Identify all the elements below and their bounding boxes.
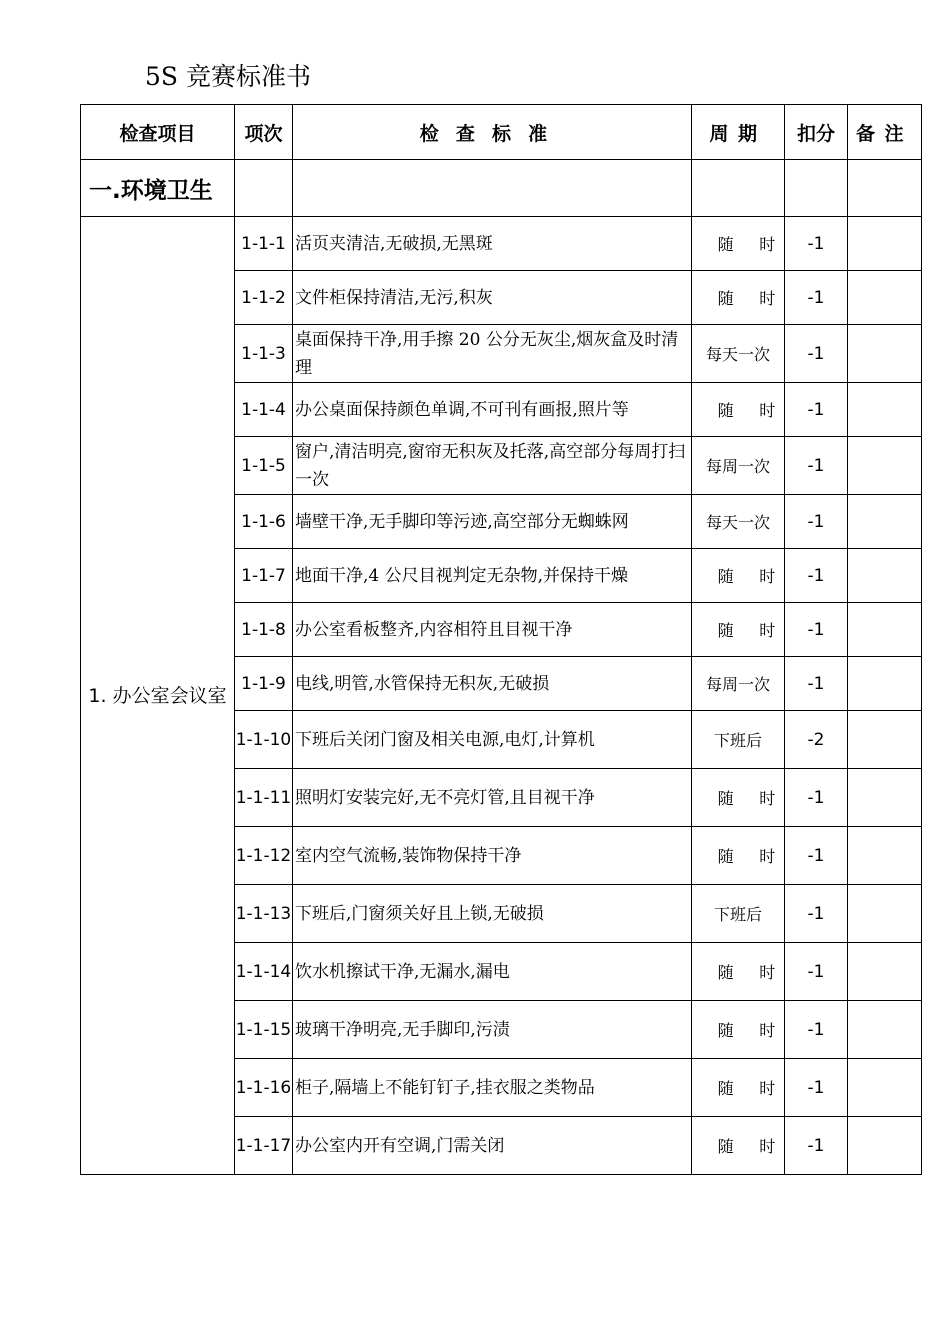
item-code: 1-1-4 bbox=[235, 383, 293, 437]
item-note bbox=[848, 1059, 922, 1117]
item-standard: 活页夹清洁,无破损,无黑斑 bbox=[293, 217, 692, 271]
empty-cell bbox=[785, 160, 848, 217]
item-note bbox=[848, 437, 922, 495]
item-cycle: 随时 bbox=[692, 943, 785, 1001]
item-standard: 饮水机擦试干净,无漏水,漏电 bbox=[293, 943, 692, 1001]
item-code: 1-1-15 bbox=[235, 1001, 293, 1059]
item-note bbox=[848, 271, 922, 325]
item-cycle: 随时 bbox=[692, 217, 785, 271]
table-row bbox=[81, 217, 922, 271]
item-note bbox=[848, 549, 922, 603]
document-title: 5S 竞赛标准书 bbox=[145, 62, 311, 91]
item-standard: 地面干净,4 公尺目视判定无杂物,并保持干燥 bbox=[293, 549, 692, 603]
section-title: 一.环境卫生 bbox=[81, 160, 235, 217]
item-deduct: -1 bbox=[785, 437, 848, 495]
item-code: 1-1-14 bbox=[235, 943, 293, 1001]
item-deduct: -1 bbox=[785, 1059, 848, 1117]
header-row bbox=[81, 105, 922, 160]
item-code: 1-1-11 bbox=[235, 769, 293, 827]
item-code: 1-1-2 bbox=[235, 271, 293, 325]
item-cycle: 随时 bbox=[692, 383, 785, 437]
item-deduct: -1 bbox=[785, 217, 848, 271]
item-note bbox=[848, 217, 922, 271]
item-code: 1-1-12 bbox=[235, 827, 293, 885]
item-standard: 窗户,清洁明亮,窗帘无积灰及托落,高空部分每周打扫一次 bbox=[293, 437, 692, 495]
item-standard: 玻璃干净明亮,无手脚印,污渍 bbox=[293, 1001, 692, 1059]
item-code: 1-1-17 bbox=[235, 1117, 293, 1175]
item-deduct: -1 bbox=[785, 657, 848, 711]
item-cycle: 随时 bbox=[692, 549, 785, 603]
item-deduct: -1 bbox=[785, 603, 848, 657]
empty-cell bbox=[235, 160, 293, 217]
item-cycle: 下班后 bbox=[692, 711, 785, 769]
item-deduct: -1 bbox=[785, 1001, 848, 1059]
item-cycle: 随时 bbox=[692, 1059, 785, 1117]
item-cycle: 每天一次 bbox=[692, 495, 785, 549]
item-note bbox=[848, 603, 922, 657]
item-standard: 室内空气流畅,装饰物保持干净 bbox=[293, 827, 692, 885]
item-note bbox=[848, 885, 922, 943]
item-cycle: 每周一次 bbox=[692, 437, 785, 495]
item-standard: 办公室看板整齐,内容相符且目视干净 bbox=[293, 603, 692, 657]
item-deduct: -1 bbox=[785, 1117, 848, 1175]
item-code: 1-1-16 bbox=[235, 1059, 293, 1117]
item-cycle: 随时 bbox=[692, 827, 785, 885]
item-deduct: -1 bbox=[785, 549, 848, 603]
item-code: 1-1-7 bbox=[235, 549, 293, 603]
item-note bbox=[848, 1001, 922, 1059]
header-standard: 检查标准 bbox=[293, 105, 692, 160]
item-code: 1-1-1 bbox=[235, 217, 293, 271]
empty-cell bbox=[848, 160, 922, 217]
category-cell: 1. 办公室会议室 bbox=[81, 217, 235, 1175]
item-note bbox=[848, 711, 922, 769]
item-deduct: -1 bbox=[785, 827, 848, 885]
item-standard: 下班后关闭门窗及相关电源,电灯,计算机 bbox=[293, 711, 692, 769]
item-cycle: 下班后 bbox=[692, 885, 785, 943]
section-row bbox=[81, 160, 922, 217]
item-note bbox=[848, 325, 922, 383]
item-cycle: 随时 bbox=[692, 1117, 785, 1175]
item-deduct: -1 bbox=[785, 325, 848, 383]
header-code: 项次 bbox=[235, 105, 293, 160]
item-note bbox=[848, 383, 922, 437]
item-deduct: -1 bbox=[785, 885, 848, 943]
item-standard: 柜子,隔墙上不能钉钉子,挂衣服之类物品 bbox=[293, 1059, 692, 1117]
item-standard: 办公桌面保持颜色单调,不可刊有画报,照片等 bbox=[293, 383, 692, 437]
header-note: 备注 bbox=[848, 105, 922, 160]
item-note bbox=[848, 827, 922, 885]
item-standard: 办公室内开有空调,门需关闭 bbox=[293, 1117, 692, 1175]
item-note bbox=[848, 495, 922, 549]
item-deduct: -2 bbox=[785, 711, 848, 769]
item-cycle: 每周一次 bbox=[692, 657, 785, 711]
item-deduct: -1 bbox=[785, 495, 848, 549]
item-deduct: -1 bbox=[785, 271, 848, 325]
item-note bbox=[848, 1117, 922, 1175]
item-note bbox=[848, 657, 922, 711]
item-deduct: -1 bbox=[785, 383, 848, 437]
item-deduct: -1 bbox=[785, 769, 848, 827]
item-standard: 照明灯安装完好,无不亮灯管,且目视干净 bbox=[293, 769, 692, 827]
item-code: 1-1-5 bbox=[235, 437, 293, 495]
item-cycle: 随时 bbox=[692, 603, 785, 657]
item-standard: 文件柜保持清洁,无污,积灰 bbox=[293, 271, 692, 325]
header-item: 检查项目 bbox=[81, 105, 235, 160]
item-code: 1-1-10 bbox=[235, 711, 293, 769]
standards-table bbox=[80, 104, 922, 1175]
header-deduct: 扣分 bbox=[785, 105, 848, 160]
item-cycle: 随时 bbox=[692, 769, 785, 827]
item-code: 1-1-13 bbox=[235, 885, 293, 943]
empty-cell bbox=[692, 160, 785, 217]
item-standard: 电线,明管,水管保持无积灰,无破损 bbox=[293, 657, 692, 711]
item-code: 1-1-8 bbox=[235, 603, 293, 657]
item-code: 1-1-3 bbox=[235, 325, 293, 383]
item-deduct: -1 bbox=[785, 943, 848, 1001]
item-standard: 墙壁干净,无手脚印等污迹,高空部分无蜘蛛网 bbox=[293, 495, 692, 549]
item-note bbox=[848, 943, 922, 1001]
item-cycle: 每天一次 bbox=[692, 325, 785, 383]
item-note bbox=[848, 769, 922, 827]
item-standard: 桌面保持干净,用手擦 20 公分无灰尘,烟灰盒及时清理 bbox=[293, 325, 692, 383]
item-cycle: 随时 bbox=[692, 271, 785, 325]
item-code: 1-1-9 bbox=[235, 657, 293, 711]
item-standard: 下班后,门窗须关好且上锁,无破损 bbox=[293, 885, 692, 943]
header-cycle: 周期 bbox=[692, 105, 785, 160]
empty-cell bbox=[293, 160, 692, 217]
item-cycle: 随时 bbox=[692, 1001, 785, 1059]
item-code: 1-1-6 bbox=[235, 495, 293, 549]
